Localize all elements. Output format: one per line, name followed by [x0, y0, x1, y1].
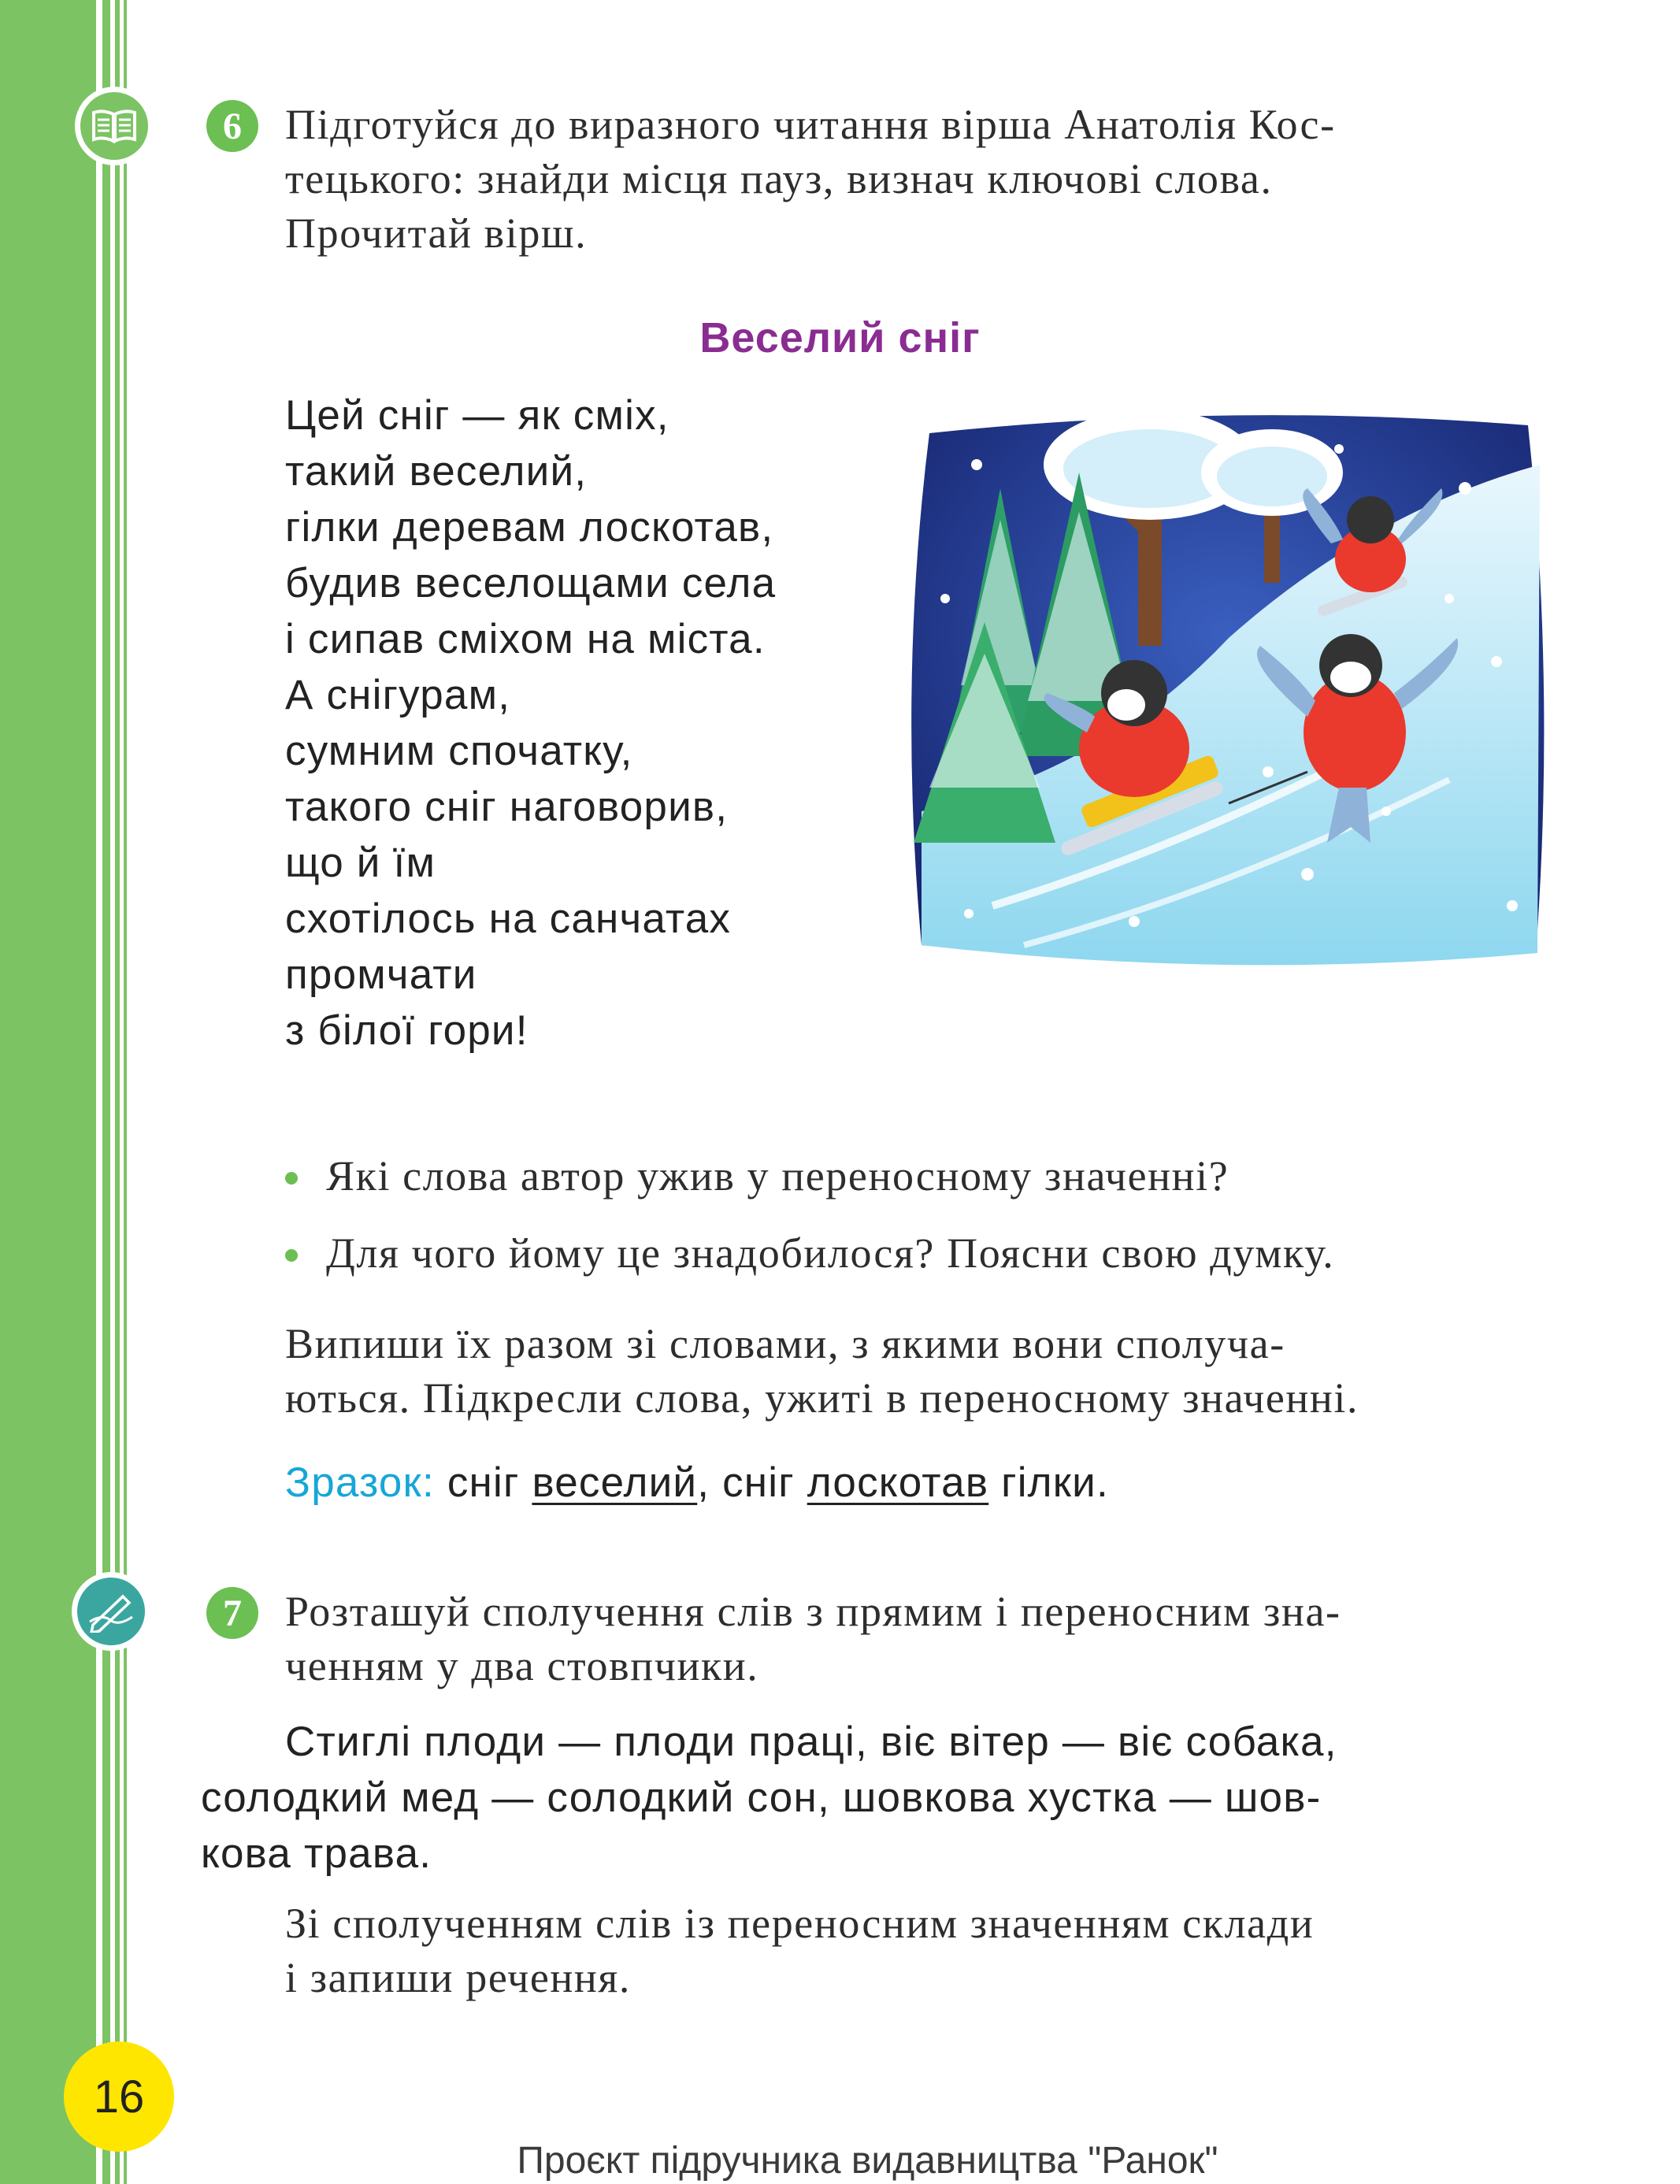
poem-line: промчати	[285, 951, 477, 998]
poem-line: і сипав сміхом на міста.	[285, 616, 766, 662]
sample-label: Зразок:	[285, 1459, 435, 1506]
poem-title: Веселий сніг	[699, 314, 981, 362]
task-number-6: 6	[206, 100, 258, 152]
bullet-icon	[285, 1172, 298, 1185]
page-number: 16	[64, 2041, 174, 2152]
sample-text: , сніг	[697, 1459, 795, 1506]
poem-text	[285, 387, 776, 1059]
sample-line	[285, 1459, 1109, 1507]
poem-line: сумним спочатку,	[285, 728, 633, 774]
phrases-text	[201, 1714, 1337, 1882]
sample-text: гілки.	[1001, 1459, 1109, 1506]
text-line: Підготуйся до виразного читання вірша Анатолія Кос-	[285, 101, 1336, 148]
text-line: тецького: знайди місця пауз, визнач ключові слова.	[285, 155, 1273, 202]
poem-line: такий веселий,	[285, 448, 588, 495]
text-line: Стиглі плоди — плоди праці, віє вітер — віє собака,	[285, 1719, 1337, 1765]
sample-text: сніг	[447, 1459, 520, 1506]
text-line: ченням у два стовпчики.	[285, 1642, 759, 1689]
text-line: солодкий мед — солодкий сон, шовкова хустка — шов-	[201, 1774, 1322, 1821]
underlined-word: лоскотав	[807, 1459, 989, 1506]
text-line: Розташуй сполучення слів з прямим і переносним зна-	[285, 1588, 1341, 1635]
text-line: і запиши речення.	[285, 1954, 631, 2001]
footer-note: Проєкт підручника видавництва "Ранок"	[517, 2140, 1218, 2182]
winter-sledding-illustration	[898, 402, 1556, 969]
task-number-7: 7	[206, 1587, 258, 1639]
task6-instruction	[285, 98, 1559, 261]
task7-instruction	[285, 1585, 1341, 1693]
question-text: Які слова автор ужив у переносному значенні?	[326, 1152, 1229, 1200]
poem-line: такого сніг наговорив,	[285, 784, 729, 830]
book-icon	[75, 87, 154, 165]
poem-line: з білої гори!	[285, 1007, 528, 1054]
text-line: ються. Підкресли слова, ужиті в переносному значенні.	[285, 1374, 1359, 1422]
text-line: Прочитай вірш.	[285, 210, 588, 257]
poem-line: Цей сніг — як сміх,	[285, 392, 669, 439]
poem-line: що й їм	[285, 840, 436, 886]
bullet-icon	[285, 1249, 298, 1262]
task7-final-instruction	[285, 1897, 1314, 2005]
question-text: Для чого йому це знадобилося? Поясни свою думку.	[326, 1229, 1335, 1277]
poem-line: А снігурам,	[285, 672, 511, 718]
write-out-instruction	[285, 1317, 1359, 1426]
underlined-word: веселий	[532, 1459, 698, 1506]
text-line: Випиши їх разом зі словами, з якими вони сполуча-	[285, 1320, 1285, 1367]
text-line: Зі сполученням слів із переносним значенням склади	[285, 1900, 1315, 1947]
poem-line: схотілось на санчатах	[285, 895, 732, 942]
poem-line: гілки деревам лоскотав,	[285, 504, 774, 551]
pen-writing-icon	[72, 1572, 150, 1651]
poem-line: будив веселощами села	[285, 560, 777, 606]
text-line: кова трава.	[201, 1830, 432, 1877]
